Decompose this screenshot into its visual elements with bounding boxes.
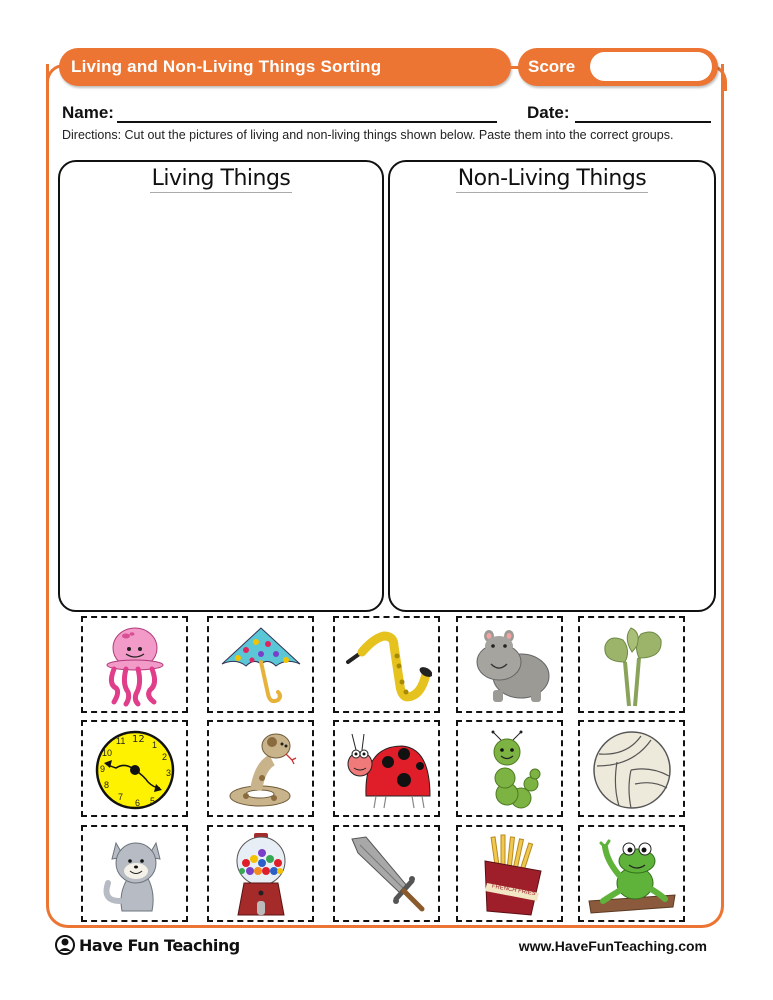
svg-text:7: 7: [117, 791, 123, 802]
directions-text: Directions: Cut out the pictures of living and non-living things shown below. Paste them into the correct groups.: [62, 128, 674, 142]
date-label: Date:: [527, 103, 570, 122]
have-fun-teaching-logo-icon: [55, 935, 75, 955]
brand-logo: [55, 935, 240, 955]
frog-icon: [587, 831, 677, 917]
card-volleyball[interactable]: [578, 720, 685, 817]
card-sword[interactable]: [333, 825, 440, 922]
footer-url-link[interactable]: www.HaveFunTeaching.com: [518, 938, 707, 954]
svg-text:1: 1: [151, 739, 157, 750]
svg-text:FRENCH FRIES: FRENCH FRIES: [490, 883, 536, 897]
volleyball-icon: [587, 726, 677, 812]
hippo-icon: [465, 622, 555, 708]
svg-text:12: 12: [131, 733, 145, 745]
gumball-machine-icon: [216, 831, 306, 917]
score-label: Score: [528, 57, 576, 76]
name-field[interactable]: [117, 103, 497, 123]
svg-text:3: 3: [165, 767, 171, 778]
non-living-things-title: Non-Living Things: [457, 166, 647, 191]
caterpillar-icon: [465, 726, 555, 812]
card-caterpillar[interactable]: [456, 720, 563, 817]
card-plant[interactable]: [578, 616, 685, 713]
name-row: [62, 103, 497, 123]
score-field[interactable]: [590, 52, 712, 81]
card-frog[interactable]: [578, 825, 685, 922]
non-living-things-box[interactable]: [388, 160, 716, 612]
svg-text:6: 6: [134, 797, 140, 808]
snake-icon: [216, 726, 306, 812]
brand-name: Have Fun Teaching: [79, 935, 240, 955]
name-label: Name:: [62, 103, 114, 122]
card-snake[interactable]: [207, 720, 314, 817]
french-fries-icon: [465, 831, 555, 917]
card-french-fries[interactable]: [456, 825, 563, 922]
svg-text:9: 9: [99, 763, 105, 774]
date-field[interactable]: [575, 103, 711, 123]
card-hippo[interactable]: [456, 616, 563, 713]
date-row: [527, 103, 711, 123]
ladybug-icon: [342, 726, 432, 812]
living-things-box[interactable]: [58, 160, 384, 612]
cat-icon: [90, 831, 180, 917]
card-jellyfish[interactable]: [81, 616, 188, 713]
sword-icon: [342, 831, 432, 917]
svg-text:5: 5: [149, 795, 155, 806]
score-banner: [518, 48, 718, 86]
umbrella-icon: [216, 622, 306, 708]
jellyfish-icon: [90, 622, 180, 708]
clock-icon: [90, 726, 180, 812]
card-clock[interactable]: [81, 720, 188, 817]
saxophone-icon: [342, 622, 432, 708]
title-banner: [59, 48, 511, 86]
plant-icon: [587, 622, 677, 708]
card-gumball-machine[interactable]: [207, 825, 314, 922]
svg-text:8: 8: [103, 779, 109, 790]
page-title: Living and Non-Living Things Sorting: [71, 57, 382, 76]
svg-text:10: 10: [101, 747, 112, 758]
svg-text:2: 2: [161, 751, 167, 762]
card-ladybug[interactable]: [333, 720, 440, 817]
card-umbrella[interactable]: [207, 616, 314, 713]
living-things-title: Living Things: [151, 166, 291, 191]
card-cat[interactable]: [81, 825, 188, 922]
svg-text:11: 11: [115, 735, 125, 746]
card-saxophone[interactable]: [333, 616, 440, 713]
